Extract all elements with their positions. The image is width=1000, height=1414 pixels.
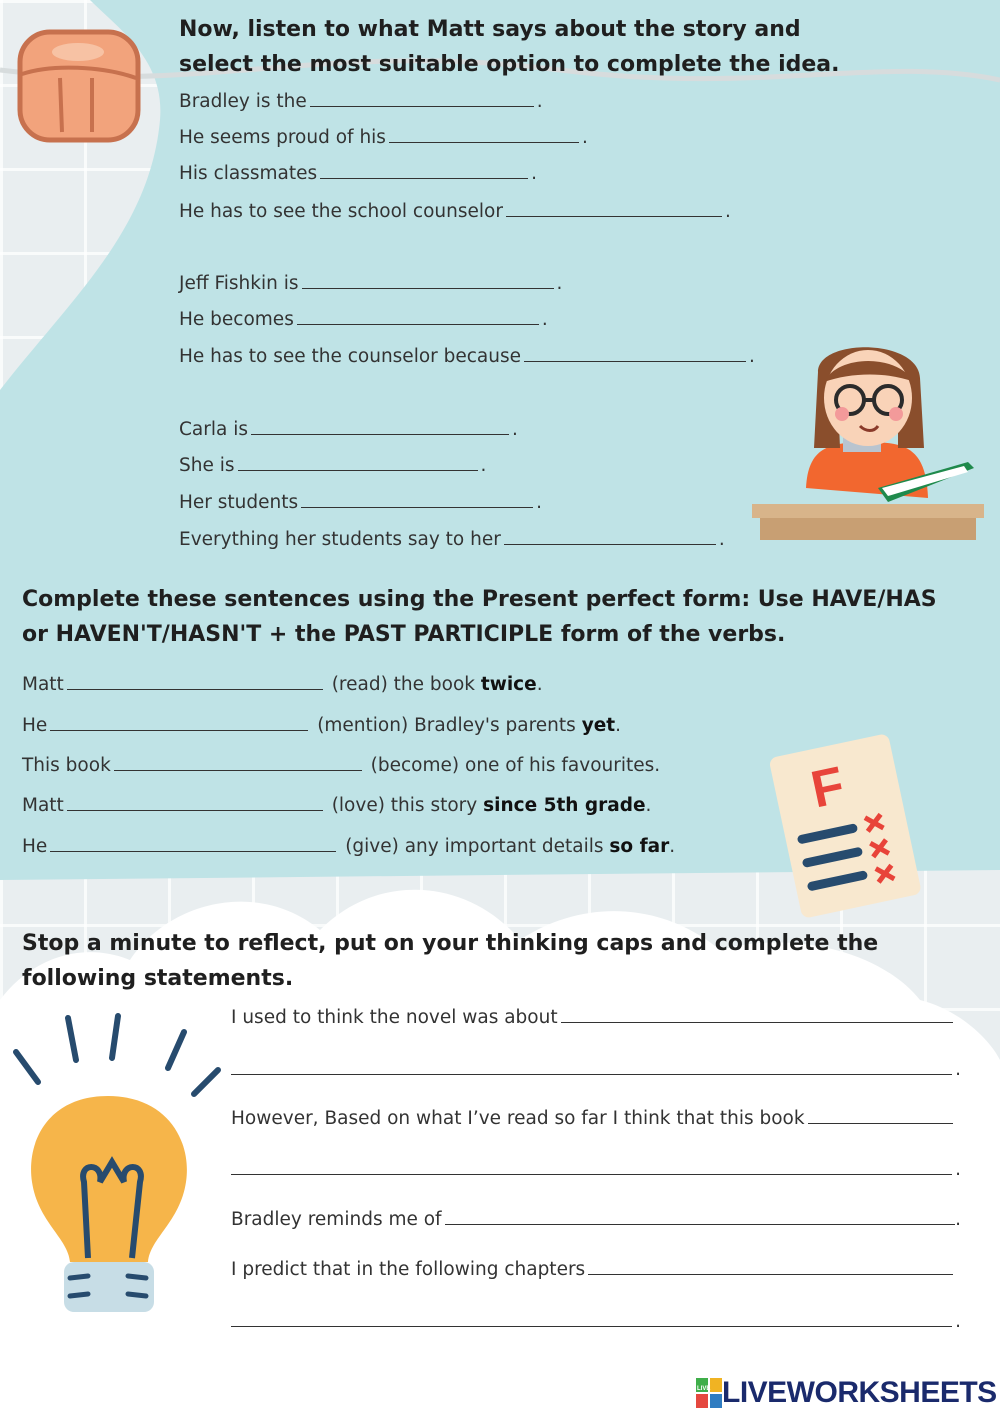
item-text: He becomes: [179, 309, 294, 330]
reflection-item: [231, 1006, 953, 1028]
item-bold: yet: [581, 715, 616, 736]
item-bold: since 5th grade: [483, 795, 646, 816]
section2-item: [22, 754, 660, 776]
answer-blank[interactable]: [251, 418, 509, 435]
item-subject: This book: [22, 755, 111, 776]
logo-mark-letters: LIVE: [697, 1386, 711, 1392]
answer-blank[interactable]: [50, 714, 308, 731]
item-bold: twice: [480, 674, 537, 695]
item-subject: Matt: [22, 795, 64, 816]
item-text: However, Based on what I’ve read so far I think that this book: [231, 1108, 805, 1129]
section1-item: [179, 126, 588, 148]
answer-blank[interactable]: [524, 345, 746, 362]
line-end-dot: .: [955, 1059, 961, 1080]
item-text: Carla is: [179, 419, 248, 440]
line-end-dot: .: [955, 1209, 961, 1230]
item-end: .: [581, 127, 588, 148]
answer-blank[interactable]: [389, 126, 579, 143]
item-text: Her students: [179, 492, 299, 513]
item-end: .: [645, 795, 652, 816]
item-text: Jeff Fishkin is: [179, 273, 299, 294]
item-end: .: [615, 715, 622, 736]
logo-mark-icon: [696, 1378, 722, 1408]
grade-letter: F: [806, 756, 850, 820]
item-rest: (become) one of his favourites.: [370, 755, 661, 776]
section2-item: [22, 673, 543, 695]
section1-item: [179, 308, 548, 330]
item-text: I predict that in the following chapters: [231, 1259, 586, 1280]
answer-blank[interactable]: [301, 491, 533, 508]
section2-title-line1: Complete these sentences using the Present perfect form: Use HAVE/HAS: [22, 587, 937, 612]
item-end: .: [536, 91, 543, 112]
lightbulb-icon: [8, 1012, 228, 1322]
answer-blank[interactable]: [231, 1158, 952, 1175]
graded-paper-illustration: [760, 730, 930, 920]
item-rest: (love) this story: [331, 795, 484, 816]
liveworksheets-logo[interactable]: [696, 1376, 997, 1410]
item-text: Bradley reminds me of: [231, 1209, 442, 1230]
answer-blank[interactable]: [504, 528, 716, 545]
answer-blank[interactable]: [297, 308, 539, 325]
teacher-reading-illustration: [748, 338, 988, 544]
brand-name: LIVEWORKSHEETS: [722, 1376, 997, 1409]
item-subject: He: [22, 715, 48, 736]
answer-blank[interactable]: [50, 835, 336, 852]
section1-item: [179, 491, 542, 513]
item-text: She is: [179, 455, 235, 476]
item-end: .: [556, 273, 563, 294]
item-text: He has to see the counselor because: [179, 346, 522, 367]
answer-blank[interactable]: [445, 1208, 956, 1225]
item-end: .: [724, 201, 731, 222]
item-end: .: [541, 309, 548, 330]
item-text: He has to see the school counselor: [179, 201, 503, 222]
line-end-dot: .: [955, 1311, 961, 1332]
answer-blank[interactable]: [67, 794, 323, 811]
section3-title-line2: following statements.: [22, 966, 294, 991]
section1-item: [179, 272, 562, 294]
section1-title-line1: Now, listen to what Matt says about the story and: [179, 17, 801, 42]
section1-item: [179, 454, 486, 476]
section3-title: [22, 926, 982, 996]
item-text: He seems proud of his: [179, 127, 386, 148]
item-subject: Matt: [22, 674, 64, 695]
item-text: Bradley is the: [179, 91, 307, 112]
answer-blank[interactable]: [238, 454, 478, 471]
reflection-continuation: [231, 1058, 961, 1080]
section2-item: [22, 714, 621, 736]
answer-blank[interactable]: [310, 90, 534, 107]
section1-item: [179, 200, 731, 222]
item-text: His classmates: [179, 163, 318, 184]
item-rest: (mention) Bradley's parents: [317, 715, 582, 736]
answer-blank[interactable]: [561, 1006, 953, 1023]
reflection-continuation: [231, 1158, 961, 1180]
answer-blank[interactable]: [302, 272, 554, 289]
item-text: I used to think the novel was about: [231, 1007, 558, 1028]
item-end: .: [749, 346, 755, 367]
section1-title-line2: select the most suitable option to complete the idea.: [179, 52, 840, 77]
section1-item: [179, 418, 518, 440]
section2-item: [22, 794, 651, 816]
answer-blank[interactable]: [506, 200, 722, 217]
section1-item: [179, 90, 543, 112]
item-end: .: [669, 836, 676, 857]
answer-blank[interactable]: [808, 1107, 953, 1124]
line-end-dot: .: [955, 1159, 961, 1180]
reflection-continuation: [231, 1310, 961, 1332]
item-bold: so far: [609, 836, 670, 857]
section2-title-line2: or HAVEN'T/HASN'T + the PAST PARTICIPLE form of the verbs.: [22, 622, 786, 647]
item-end: .: [536, 674, 543, 695]
item-subject: He: [22, 836, 48, 857]
item-text: Everything her students say to her: [179, 529, 501, 550]
answer-blank[interactable]: [588, 1258, 953, 1275]
answer-blank[interactable]: [231, 1058, 952, 1075]
section2-title: [22, 582, 982, 652]
item-end: .: [718, 529, 725, 550]
section1-item: [179, 345, 755, 367]
item-rest: (read) the book: [331, 674, 481, 695]
answer-blank[interactable]: [231, 1310, 952, 1327]
reflection-item: [231, 1208, 961, 1230]
answer-blank[interactable]: [114, 754, 362, 771]
section1-item: [179, 528, 725, 550]
fist-icon: [12, 24, 142, 146]
section2-item: [22, 835, 675, 857]
item-rest: (give) any important details: [345, 836, 610, 857]
item-end: .: [531, 163, 538, 184]
section1-item: [179, 162, 537, 184]
reflection-item: [231, 1107, 953, 1129]
answer-blank[interactable]: [320, 162, 528, 179]
answer-blank[interactable]: [67, 673, 323, 690]
item-end: .: [512, 419, 518, 440]
reflection-item: [231, 1258, 953, 1280]
section3-title-line1: Stop a minute to reflect, put on your thinking caps and complete the: [22, 931, 879, 956]
item-end: .: [536, 492, 543, 513]
section1-title: [179, 12, 979, 82]
item-end: .: [480, 455, 487, 476]
